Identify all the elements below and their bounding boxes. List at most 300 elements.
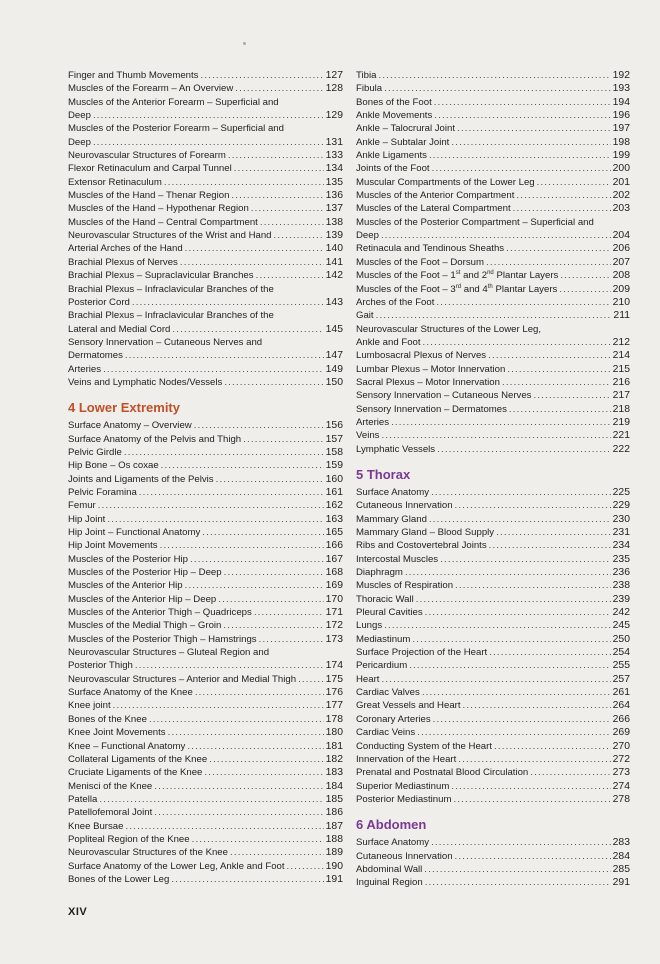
dot-leader xyxy=(436,296,610,309)
toc-entry-page: 145 xyxy=(325,323,343,335)
toc-entry xyxy=(68,283,343,296)
toc-entry xyxy=(356,766,630,779)
toc-entry-title: Bones of the Foot xyxy=(356,96,432,108)
toc-entry-title: Lymphatic Vessels xyxy=(356,443,436,455)
toc-entry xyxy=(68,136,343,149)
toc-entry-title: Ankle and Foot xyxy=(356,336,421,348)
toc-entry xyxy=(356,309,630,322)
toc-entry-page: 174 xyxy=(325,660,343,672)
toc-entry-title: Joints and Ligaments of the Pelvis xyxy=(68,473,214,485)
toc-entry-page: 181 xyxy=(325,740,343,752)
toc-entry-page: 172 xyxy=(325,620,343,632)
dot-leader xyxy=(391,416,611,429)
toc-entry-page: 142 xyxy=(325,270,343,282)
toc-entry xyxy=(356,389,630,402)
toc-entry-title: Inguinal Region xyxy=(356,877,423,889)
toc-entry-page: 182 xyxy=(325,753,343,765)
toc-entry xyxy=(356,646,630,659)
toc-entry-page: 187 xyxy=(325,820,343,832)
toc-entry-page: 255 xyxy=(612,660,630,672)
toc-entry xyxy=(356,726,630,739)
toc-entry-title: Surface Anatomy of the Pelvis and Thigh xyxy=(68,433,242,445)
toc-entry-page: 183 xyxy=(325,767,343,779)
toc-entry xyxy=(356,269,630,282)
toc-entry-page: 219 xyxy=(612,416,630,428)
dot-leader xyxy=(409,659,610,672)
toc-entry-page: 173 xyxy=(325,633,343,645)
dot-leader xyxy=(486,256,611,269)
toc-entry-title: Cardiac Veins xyxy=(356,727,416,739)
dot-leader xyxy=(230,846,324,859)
toc-entry-page: 178 xyxy=(325,713,343,725)
toc-entry xyxy=(356,793,630,806)
toc-entry-page: 167 xyxy=(325,553,343,565)
toc-entry xyxy=(68,740,343,753)
toc-entry-title: Gait xyxy=(356,310,374,322)
toc-entry-title: Mediastinum xyxy=(356,633,411,645)
toc-entry xyxy=(356,96,630,109)
toc-entry-title: Deep xyxy=(68,110,91,122)
dot-leader xyxy=(507,363,610,376)
toc-entry-title: Veins xyxy=(356,430,380,442)
toc-entry-page: 141 xyxy=(325,256,343,268)
dot-leader xyxy=(202,526,323,539)
dot-leader xyxy=(185,579,324,592)
toc-entry-page: 278 xyxy=(612,793,630,805)
toc-entry-title: Surface Anatomy – Overview xyxy=(68,420,192,432)
toc-entry-page: 266 xyxy=(612,713,630,725)
toc-entry-page: 269 xyxy=(612,727,630,739)
dot-leader xyxy=(135,659,324,672)
toc-entry-page: 139 xyxy=(325,230,343,242)
dot-leader xyxy=(185,242,324,255)
toc-entry xyxy=(356,69,630,82)
toc-entry-title: Muscles of Respiration xyxy=(356,580,454,592)
toc-entry xyxy=(68,446,343,459)
toc-entry xyxy=(356,499,630,512)
toc-entry-page: 210 xyxy=(612,296,630,308)
toc-entry-page: 254 xyxy=(612,647,630,659)
dot-leader xyxy=(422,686,611,699)
toc-entry-title: Muscles of the Posterior Forearm – Superficial and xyxy=(68,123,284,135)
toc-entry-title: Diaphragm xyxy=(356,567,403,579)
toc-entry-title: Muscular Compartments of the Lower Leg xyxy=(356,176,535,188)
dot-leader xyxy=(537,176,611,189)
toc-entry-title: Muscles of the Anterior Hip xyxy=(68,580,183,592)
toc-entry xyxy=(68,606,343,619)
toc-entry-title: Muscles of the Anterior Compartment xyxy=(356,190,515,202)
toc-entry-title: Ankle – Talocrural Joint xyxy=(356,123,456,135)
toc-entry xyxy=(356,229,630,242)
toc-entry-page: 176 xyxy=(325,687,343,699)
toc-entry xyxy=(356,863,630,876)
toc-entry-page: 162 xyxy=(325,500,343,512)
toc-entry xyxy=(68,419,343,432)
toc-entry-title: Superior Mediastinum xyxy=(356,780,450,792)
toc-entry-title: Lungs xyxy=(356,620,383,632)
toc-entry xyxy=(356,633,630,646)
dot-leader xyxy=(378,69,610,82)
toc-left-column xyxy=(68,69,343,886)
toc-entry-title: Muscles of the Lateral Compartment xyxy=(356,203,511,215)
toc-entry xyxy=(356,673,630,686)
toc-entry-title: Mammary Gland – Blood Supply xyxy=(356,527,495,538)
toc-entry-page: 216 xyxy=(612,376,630,388)
toc-entry xyxy=(68,242,343,255)
dot-leader xyxy=(489,646,610,659)
toc-entry-title: Muscles of the Anterior Hip – Deep xyxy=(68,593,217,605)
toc-entry-page: 221 xyxy=(612,430,630,442)
toc-entry-page: 193 xyxy=(612,83,630,95)
dot-leader xyxy=(434,109,610,122)
toc-entry xyxy=(356,376,630,389)
toc-entry-page: 184 xyxy=(325,780,343,792)
toc-group-abdomen xyxy=(356,836,630,889)
toc-entry xyxy=(68,202,343,215)
toc-entry xyxy=(356,606,630,619)
toc-entry xyxy=(356,256,630,269)
toc-entry-title: Surface Anatomy xyxy=(356,486,430,498)
toc-entry xyxy=(68,593,343,606)
toc-right-column xyxy=(356,69,630,890)
toc-entry xyxy=(68,229,343,242)
toc-entry-title: Popliteal Region of the Knee xyxy=(68,833,190,845)
toc-group-lower-extremity-cont xyxy=(356,69,630,456)
toc-entry-page: 257 xyxy=(612,673,630,685)
toc-entry-title: Brachial Plexus – Supraclavicular Branches xyxy=(68,270,254,282)
dot-leader xyxy=(412,633,610,646)
toc-entry-title: Neurovascular Structures of Forearm xyxy=(68,150,226,162)
toc-entry xyxy=(68,686,343,699)
toc-entry xyxy=(68,766,343,779)
dot-leader xyxy=(243,433,324,446)
toc-entry-title: Posterior Mediastinum xyxy=(356,793,452,805)
toc-entry-page: 261 xyxy=(612,687,630,699)
dot-leader xyxy=(431,486,611,499)
dot-leader xyxy=(429,513,611,526)
toc-entry xyxy=(68,256,343,269)
toc-entry xyxy=(68,860,343,873)
toc-entry-title: Fibula xyxy=(356,83,383,95)
toc-entry xyxy=(356,176,630,189)
dot-leader xyxy=(423,336,611,349)
toc-entry-title: Neurovascular Structures of the Lower Leg, xyxy=(356,323,542,335)
toc-entry xyxy=(68,633,343,646)
toc-entry-page: 202 xyxy=(612,190,630,202)
dot-leader xyxy=(93,109,324,122)
toc-entry xyxy=(68,376,343,389)
dot-leader xyxy=(194,419,324,432)
toc-entry-page: 238 xyxy=(612,580,630,592)
toc-entry-page: 160 xyxy=(325,473,343,485)
toc-entry xyxy=(356,429,630,442)
dot-leader xyxy=(228,149,324,162)
toc-entry-title: Great Vessels and Heart xyxy=(356,700,461,712)
toc-entry-title: Arches of the Foot xyxy=(356,296,435,308)
toc-entry-page: 188 xyxy=(325,833,343,845)
toc-entry xyxy=(356,443,630,456)
toc-entry-title: Lumbar Plexus – Motor Innervation xyxy=(356,363,506,375)
toc-entry xyxy=(68,336,343,349)
toc-entry xyxy=(68,619,343,632)
toc-entry-title: Neurovascular Structures of the Wrist and Hand xyxy=(68,230,272,242)
toc-entry xyxy=(356,753,630,766)
toc-entry-page: 218 xyxy=(612,403,630,415)
toc-entry-page: 264 xyxy=(612,700,630,712)
dot-leader xyxy=(234,162,324,175)
toc-entry-page: 180 xyxy=(325,727,343,739)
toc-entry xyxy=(356,323,630,336)
toc-entry-page: 140 xyxy=(325,243,343,255)
dot-leader xyxy=(259,633,324,646)
dot-leader xyxy=(231,189,323,202)
toc-entry xyxy=(68,726,343,739)
toc-entry xyxy=(68,753,343,766)
dot-leader xyxy=(463,699,611,712)
dot-leader xyxy=(455,579,611,592)
toc-entry-page: 196 xyxy=(612,110,630,122)
toc-entry-title: Brachial Plexus of Nerves xyxy=(68,256,178,268)
dot-leader xyxy=(216,473,324,486)
dot-leader xyxy=(455,499,611,512)
toc-entry-page: 134 xyxy=(325,163,343,175)
toc-entry-title: Arteries xyxy=(356,416,390,428)
dot-leader xyxy=(502,376,611,389)
toc-entry-title: Ribs and Costovertebral Joints xyxy=(356,540,487,552)
dot-leader xyxy=(160,539,324,552)
toc-entry-title: Femur xyxy=(68,500,96,512)
toc-entry xyxy=(68,499,343,512)
toc-entry-title: Brachial Plexus – Infraclavicular Branches of the xyxy=(68,310,274,322)
toc-entry xyxy=(68,176,343,189)
toc-entry-title: Collateral Ligaments of the Knee xyxy=(68,753,208,765)
toc-entry-page: 157 xyxy=(325,433,343,445)
toc-entry-title: Conducting System of the Heart xyxy=(356,740,492,752)
toc-entry-page: 165 xyxy=(325,527,343,538)
toc-entry-page: 285 xyxy=(612,863,630,875)
toc-entry xyxy=(356,109,630,122)
toc-entry-page: 147 xyxy=(325,350,343,362)
dot-leader xyxy=(405,566,611,579)
dot-leader xyxy=(425,876,611,889)
toc-entry-title: Patella xyxy=(68,793,98,805)
dot-leader xyxy=(381,429,610,442)
toc-entry-title: Deep xyxy=(356,230,379,242)
dot-leader xyxy=(432,162,611,175)
toc-entry-title: Brachial Plexus – Infraclavicular Branches of the xyxy=(68,283,274,295)
toc-entry-title: Hip Joint xyxy=(68,513,106,525)
toc-entry-title: Bones of the Knee xyxy=(68,713,147,725)
toc-entry-page: 207 xyxy=(612,256,630,268)
toc-entry-title: Menisci of the Knee xyxy=(68,780,153,792)
toc-entry xyxy=(68,82,343,95)
toc-entry-title: Muscles of the Hand – Thenar Region xyxy=(68,190,230,202)
dot-leader xyxy=(455,850,611,863)
dot-leader xyxy=(509,403,611,416)
toc-entry-title: Sensory Innervation – Dermatomes xyxy=(356,403,507,415)
dot-leader xyxy=(376,309,612,322)
toc-entry-title: Dermatomes xyxy=(68,350,123,362)
dot-leader xyxy=(251,202,324,215)
toc-entry xyxy=(68,673,343,686)
dot-leader xyxy=(187,740,323,753)
toc-entry-page: 206 xyxy=(612,243,630,255)
toc-entry-page: 203 xyxy=(612,203,630,215)
toc-entry xyxy=(356,403,630,416)
toc-entry-page: 200 xyxy=(612,163,630,175)
toc-entry xyxy=(356,283,630,296)
toc-entry-title: Flexor Retinaculum and Carpal Tunnel xyxy=(68,163,232,175)
toc-entry-title: Muscles of the Forearm – An Overview xyxy=(68,83,234,95)
toc-entry-title: Pelvic Foramina xyxy=(68,486,137,498)
toc-entry-title: Intercostal Muscles xyxy=(356,553,439,565)
toc-entry-title: Retinacula and Tendinous Sheaths xyxy=(356,243,505,255)
toc-entry-page: 177 xyxy=(325,700,343,712)
dot-leader xyxy=(488,349,611,362)
dot-leader xyxy=(530,766,610,779)
dot-leader xyxy=(103,363,324,376)
toc-entry xyxy=(356,149,630,162)
toc-entry xyxy=(68,473,343,486)
print-speck xyxy=(243,42,246,45)
toc-entry-page: 175 xyxy=(325,673,343,685)
toc-entry xyxy=(356,780,630,793)
toc-entry-title: Muscles of the Anterior Thigh – Quadriceps xyxy=(68,607,252,619)
toc-entry-title: Muscles of the Anterior Forearm – Superficial and xyxy=(68,96,279,108)
dot-leader xyxy=(99,793,323,806)
toc-group-thorax xyxy=(356,486,630,806)
toc-entry-page: 159 xyxy=(325,460,343,472)
toc-entry-title: Joints of the Foot xyxy=(356,163,430,175)
toc-entry-page: 230 xyxy=(612,513,630,525)
dot-leader xyxy=(533,389,610,402)
dot-leader xyxy=(168,726,324,739)
toc-entry-page: 236 xyxy=(612,567,630,579)
toc-entry-title: Mammary Gland xyxy=(356,513,427,525)
toc-entry xyxy=(68,486,343,499)
toc-entry-page: 131 xyxy=(325,136,343,148)
toc-entry-page: 198 xyxy=(612,136,630,148)
toc-entry-page: 133 xyxy=(325,150,343,162)
toc-entry-title: Knee joint xyxy=(68,700,111,712)
toc-entry-title: Muscles of the Medial Thigh – Groin xyxy=(68,620,222,632)
toc-entry xyxy=(68,820,343,833)
dot-leader xyxy=(171,873,323,886)
toc-entry-title: Heart xyxy=(356,673,380,685)
toc-entry-title: Ankle Movements xyxy=(356,110,433,122)
section-title-thorax: 5 Thorax xyxy=(356,466,411,482)
dot-leader xyxy=(256,269,324,282)
toc-entry-page: 274 xyxy=(612,780,630,792)
toc-entry-page: 171 xyxy=(325,607,343,619)
toc-entry xyxy=(68,96,343,109)
toc-entry-page: 163 xyxy=(325,513,343,525)
toc-entry-title: Coronary Arteries xyxy=(356,713,431,725)
dot-leader xyxy=(381,673,610,686)
dot-leader xyxy=(200,69,323,82)
dot-leader xyxy=(125,820,323,833)
toc-entry xyxy=(356,349,630,362)
dot-leader xyxy=(139,486,324,499)
toc-entry-page: 209 xyxy=(612,283,630,295)
toc-entry-title: Neurovascular Structures – Anterior and Medial Thigh xyxy=(68,673,297,685)
toc-entry-page: 169 xyxy=(325,580,343,592)
toc-entry-title: Surface Anatomy xyxy=(356,837,430,849)
toc-entry xyxy=(356,296,630,309)
toc-entry-page: 208 xyxy=(612,270,630,282)
dot-leader xyxy=(433,713,611,726)
toc-entry-page: 192 xyxy=(612,70,630,81)
toc-entry xyxy=(68,846,343,859)
toc-entry xyxy=(356,416,630,429)
toc-entry-title: Neurovascular Structures – Gluteal Region and xyxy=(68,647,270,659)
toc-entry xyxy=(356,740,630,753)
toc-entry-title: Knee Joint Movements xyxy=(68,727,166,739)
toc-entry-page: 270 xyxy=(612,740,630,752)
dot-leader xyxy=(381,229,611,242)
toc-entry xyxy=(356,876,630,889)
toc-entry xyxy=(68,296,343,309)
toc-entry-title: Muscles of the Foot – 3rd and 4th Plantar Layers xyxy=(356,283,558,295)
toc-entry xyxy=(68,513,343,526)
dot-leader xyxy=(416,593,611,606)
toc-entry-title: Prenatal and Postnatal Blood Circulation xyxy=(356,767,529,779)
toc-entry xyxy=(68,363,343,376)
toc-entry xyxy=(68,526,343,539)
toc-entry xyxy=(68,459,343,472)
toc-group-upper-extremity xyxy=(68,69,343,389)
dot-leader xyxy=(125,349,324,362)
dot-leader xyxy=(154,806,323,819)
toc-entry-page: 166 xyxy=(325,540,343,552)
toc-entry-title: Muscles of the Foot – 1st and 2nd Plantar Layers xyxy=(356,270,559,282)
page-number: XIV xyxy=(68,906,88,918)
toc-entry xyxy=(356,189,630,202)
toc-entry xyxy=(356,566,630,579)
toc-entry xyxy=(356,539,630,552)
dot-leader xyxy=(425,606,611,619)
dot-leader xyxy=(132,296,324,309)
toc-entry-page: 235 xyxy=(612,553,630,565)
dot-leader xyxy=(494,740,611,753)
toc-entry-page: 189 xyxy=(325,847,343,859)
toc-entry xyxy=(68,713,343,726)
dot-leader xyxy=(154,780,323,793)
dot-leader xyxy=(298,673,324,686)
dot-leader xyxy=(506,242,611,255)
toc-entry xyxy=(68,699,343,712)
dot-leader xyxy=(107,513,323,526)
toc-entry-title: Innervation of the Heart xyxy=(356,753,457,765)
dot-leader xyxy=(223,619,323,632)
toc-entry-title: Arterial Arches of the Hand xyxy=(68,243,183,255)
toc-entry-title: Finger and Thumb Movements xyxy=(68,70,199,81)
dot-leader xyxy=(164,176,324,189)
toc-entry xyxy=(356,513,630,526)
toc-entry xyxy=(68,793,343,806)
dot-leader xyxy=(235,82,323,95)
toc-entry-page: 194 xyxy=(612,96,630,108)
toc-entry-title: Hip Joint – Functional Anatomy xyxy=(68,527,201,538)
toc-entry xyxy=(68,873,343,886)
toc-entry xyxy=(68,833,343,846)
toc-entry-title: Arteries xyxy=(68,363,102,375)
toc-entry-page: 186 xyxy=(325,807,343,819)
toc-entry-page: 129 xyxy=(325,110,343,122)
dot-leader xyxy=(274,229,324,242)
toc-entry xyxy=(68,323,343,336)
toc-entry-page: 158 xyxy=(325,446,343,458)
